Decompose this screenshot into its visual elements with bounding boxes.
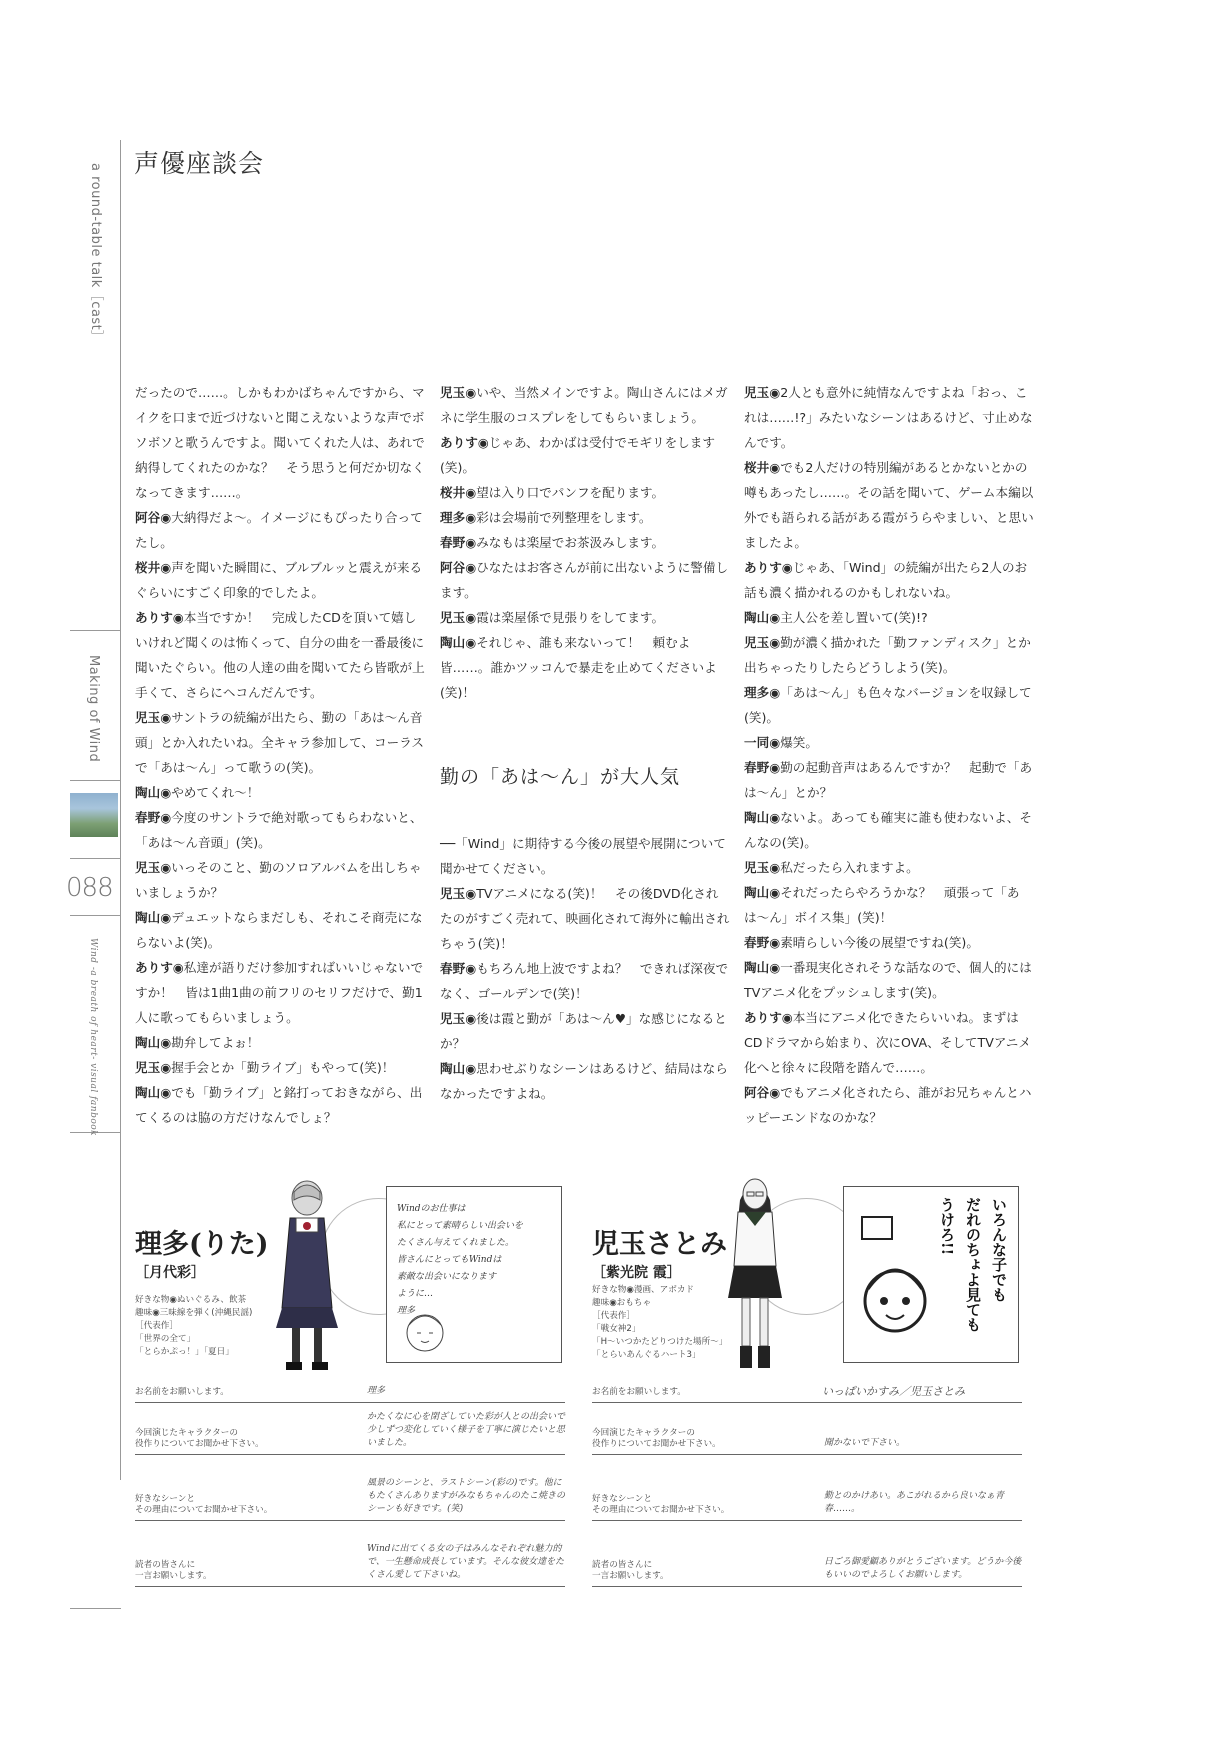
dialogue-text: 彩は会場前で列整理をします。: [476, 510, 652, 525]
qa-answer: いっぱいかすみ／児玉さとみ: [822, 1385, 965, 1398]
qa-row: [135, 1454, 565, 1521]
dialogue-text: でも「勤ライブ」と銘打っておきながら、出てくるのは脇の方だけなんでしょ？: [135, 1085, 423, 1125]
text-column-1: [135, 380, 425, 1130]
qa-answer: 理多: [367, 1386, 386, 1396]
dialogue-line: [440, 1006, 730, 1056]
profile-meta-line: ［代表作］: [135, 1321, 178, 1331]
qa-question: 読者の皆さんに 一言お願いします。: [592, 1560, 669, 1581]
dialogue-text: みなもは楽屋でお茶汲みします。: [476, 535, 665, 550]
profile-role-rita: ［月代彩］: [135, 1265, 205, 1281]
dialogue-line: [135, 1055, 425, 1080]
side-rule: [120, 140, 121, 1480]
speaker-marker: ◉: [465, 1011, 477, 1026]
dialogue-line: [135, 1030, 425, 1055]
speaker-name: 児玉: [135, 860, 161, 875]
side-tick: [70, 780, 121, 781]
side-label-mid: Making of Wind: [86, 655, 101, 763]
speaker-name: 児玉: [744, 635, 770, 650]
side-tick: [70, 630, 121, 631]
speaker-name: 一同: [744, 735, 770, 750]
dialogue-line: [440, 430, 730, 480]
speaker-name: 春野: [440, 961, 466, 976]
dialogue-text: 握手会とか「勤ライブ」もやって(笑)！: [171, 1060, 395, 1075]
dialogue-line: [744, 955, 1034, 1005]
dialogue-text: いっそのこと、勤のソロアルバムを出しちゃいましょうか？: [135, 860, 422, 900]
profile-name-kodama: 児玉さとみ: [592, 1229, 727, 1260]
speaker-name: 理多: [744, 685, 770, 700]
speaker-name: 陶山: [135, 785, 161, 800]
profile-role-kodama: ［紫光院 霞］: [592, 1265, 681, 1281]
side-tick: [70, 915, 121, 916]
dialogue-line: [135, 380, 425, 505]
qa-row: [592, 1402, 1022, 1455]
qa-answer: 日ごろ御愛顧ありがとうございます。どうか今後もいいのでよろしくお願いします。: [824, 1557, 1022, 1580]
speaker-name: 児玉: [440, 385, 466, 400]
qa-question: 今回演じたキャラクターの 役作りについてお聞かせ下さい。: [135, 1428, 264, 1449]
speaker-marker: ◉: [465, 560, 477, 575]
signature-line: だれのちょよ見ても: [964, 1197, 982, 1332]
speaker-name: 陶山: [744, 960, 770, 975]
page-title: 声優座談会: [134, 149, 265, 178]
qa-row: [135, 1520, 565, 1587]
dialogue-line: [744, 880, 1034, 930]
speaker-name: 児玉: [744, 385, 770, 400]
dialogue-text: TVアニメになる(笑)！ その後DVD化されたのがすごく売れて、映画化されて海外に輸出されちゃう(笑)！: [440, 886, 730, 951]
speaker-marker: ◉: [160, 1085, 172, 1100]
profile-meta-line: 「H〜いつかたどりつけた場所〜」: [592, 1337, 728, 1347]
signature-line: たくさん与えてくれました。: [397, 1238, 515, 1248]
speaker-marker: ◉: [769, 935, 781, 950]
qa-row: [592, 1380, 1022, 1403]
dialogue-line: [135, 505, 425, 555]
speaker-name: 児玉: [440, 1011, 466, 1026]
speaker-marker: ◉: [769, 735, 781, 750]
signature-line: 理多: [397, 1306, 416, 1316]
dialogue-line: [135, 605, 425, 705]
dialogue-line: [440, 530, 730, 555]
dialogue-line: [744, 455, 1034, 555]
signature-line: 皆さんにとってもWindは: [397, 1255, 502, 1265]
dialogue-line: [744, 1080, 1034, 1130]
speaker-name: 理多: [440, 510, 466, 525]
dialogue-line: [440, 480, 730, 505]
dialogue-text: 本当にアニメ化できたらいいね。まずはCDドラマから始まり、次にOVA、そしてTVアニメ化へと徐々に段階を踏んで……。: [744, 1010, 1031, 1075]
speaker-name: 児玉: [440, 886, 466, 901]
dialogue-text: じゃあ、「Wind」の続編が出たら2人のお話も濃く描かれるのかもしれないね。: [744, 560, 1028, 600]
signature-card-rita: [386, 1186, 562, 1363]
qa-question: 好きなシーンと その理由についてお聞かせ下さい。: [592, 1494, 730, 1515]
speaker-name: 桜井: [440, 485, 466, 500]
dialogue-text: 私だったら入れますよ。: [780, 860, 919, 875]
speaker-marker: ◉: [769, 385, 781, 400]
speaker-name: 春野: [744, 935, 770, 950]
qa-question: お名前をお願いします。: [592, 1387, 686, 1397]
dialogue-line: [135, 955, 425, 1030]
speaker-name: 児玉: [135, 1060, 161, 1075]
speaker-name: ありす: [135, 610, 173, 625]
dialogue-text: 爆笑。: [780, 735, 818, 750]
signature-line: Windのお仕事は: [397, 1204, 466, 1214]
speaker-marker: ◉: [465, 485, 477, 500]
dialogue-text: 「あは〜ん」も色々なバージョンを収録して(笑)。: [744, 685, 1032, 725]
signature-line: ように…: [397, 1289, 434, 1299]
chibi-sketch: [395, 1305, 455, 1355]
speaker-name: ありす: [440, 435, 478, 450]
speaker-marker: ◉: [465, 635, 477, 650]
dialogue-line: [440, 956, 730, 1006]
speaker-name: 桜井: [135, 560, 161, 575]
dialogue-line: [440, 555, 730, 605]
qa-answer: かたくなに心を閉ざしていた彩が人との出会いで少しずつ変化していく様子を丁寧に演じたいと思いました。: [367, 1412, 566, 1448]
qa-answer: 風景のシーンと、ラストシーン(彩の)です。他にもたくさんありますがみなもちゃんのたこ焼きのシーンも好きです。(笑): [367, 1478, 566, 1514]
speaker-marker: ◉: [465, 385, 477, 400]
qa-answer: 勤とのかけあい。あこがれるから良いなぁ青春……。: [824, 1491, 1005, 1514]
handwritten-message: [932, 1197, 1012, 1347]
speaker-marker: ◉: [160, 785, 172, 800]
speaker-marker: ◉: [465, 886, 477, 901]
speaker-name: 阿谷: [744, 1085, 770, 1100]
dialogue-line: [744, 630, 1034, 680]
chibi-sketch: [850, 1211, 940, 1351]
text-column-3: [744, 380, 1034, 1130]
side-label-bottom: Wind -a breath of heart- visual fanbook: [88, 938, 98, 1137]
dialogue-line: [744, 555, 1034, 605]
speaker-marker: ◉: [769, 810, 781, 825]
speaker-marker: ◉: [172, 610, 184, 625]
speaker-name: 陶山: [135, 1035, 161, 1050]
dialogue-text: 霞は楽屋係で見張りをしてます。: [476, 610, 665, 625]
profile-meta-kodama: [592, 1284, 752, 1362]
dialogue-text: それだったらやろうかな？ 頑張って「あは〜ん」ボイス集」(笑)！: [744, 885, 1020, 925]
profile-meta-line: 「世界の全て」: [135, 1334, 196, 1344]
dialogue-text: 主人公を差し置いて(笑)!?: [780, 610, 928, 625]
dialogue-line: [135, 780, 425, 805]
dialogue-text: いや、当然メインですよ。陶山さんにはメガネに学生服のコスプレをしてもらいましょう。: [440, 385, 728, 425]
dialogue-line: [135, 855, 425, 905]
speaker-marker: ◉: [769, 610, 781, 625]
speaker-name: 桜井: [744, 460, 770, 475]
profile-meta-line: ［代表作］: [592, 1311, 635, 1321]
profile-meta-line: 趣味◉おもちゃ: [592, 1298, 652, 1308]
dialogue-text: ひなたはお客さんが前に出ないように警備します。: [440, 560, 729, 600]
speaker-marker: ◉: [160, 560, 172, 575]
dialogue-line: [440, 630, 730, 705]
dialogue-text: 望は入り口でパンフを配ります。: [476, 485, 665, 500]
speaker-marker: ◉: [769, 1085, 781, 1100]
speaker-marker: ◉: [781, 1010, 793, 1025]
speaker-name: 児玉: [440, 610, 466, 625]
dialogue-line: [135, 555, 425, 605]
dialogue-line: [744, 930, 1034, 955]
speaker-name: 陶山: [744, 885, 770, 900]
speaker-marker: ◉: [769, 760, 781, 775]
dialogue-text: もちろん地上波ですよね？ できれば深夜でなく、ゴールデンで(笑)！: [440, 961, 729, 1001]
speaker-name: 春野: [744, 760, 770, 775]
speaker-name: 陶山: [440, 1061, 466, 1076]
side-tick: [70, 1608, 121, 1609]
profile-meta-line: 「戦女神2」: [592, 1324, 641, 1334]
dialogue-line: [440, 831, 730, 881]
speaker-marker: ◉: [160, 810, 172, 825]
profile-meta-line: 「とらかぷっ！」「夏日」: [135, 1347, 234, 1357]
speaker-name: 春野: [440, 535, 466, 550]
signature-line: 私にとって素晴らしい出会いを: [397, 1221, 523, 1231]
speaker-marker: ◉: [465, 610, 477, 625]
speaker-marker: ◉: [172, 960, 184, 975]
speaker-name: 陶山: [135, 910, 161, 925]
dialogue-text: それじゃ、誰も来ないって！ 頼むよ皆……。誰かツッコんで暴走を止めてくださいよ(笑)！: [440, 635, 717, 700]
dialogue-line: [744, 680, 1034, 730]
dialogue-line: [440, 505, 730, 530]
dialogue-text: 一番現実化されそうな話なので、個人的にはTVアニメ化をプッシュします(笑)。: [744, 960, 1032, 1000]
dialogue-text: 思わせぶりなシーンはあるけど、結局はならなかったですよね。: [440, 1061, 728, 1101]
qa-question: 読者の皆さんに 一言お願いします。: [135, 1560, 212, 1581]
dialogue-text: 素晴らしい今後の展望ですね(笑)。: [780, 935, 979, 950]
speaker-name: 陶山: [744, 810, 770, 825]
speaker-name: 陶山: [440, 635, 466, 650]
qa-answer: Windに出てくる女の子はみんなそれぞれ魅力的で、一生懸命成長しています。そんな彼女達をたくさん愛して下さいね。: [367, 1544, 565, 1580]
qa-question: 今回演じたキャラクターの 役作りについてお聞かせ下さい。: [592, 1428, 721, 1449]
dialogue-line: [744, 380, 1034, 455]
wind-thumbnail: [70, 793, 118, 837]
side-tick: [70, 858, 121, 859]
dialogue-text: 大納得だよ〜。イメージにもぴったり合ってたし。: [135, 510, 423, 550]
dialogue-text: ──「Wind」に期待する今後の展望や展開について聞かせてください。: [440, 836, 726, 876]
dialogue-text: 勤が濃く描かれた「勤ファンディスク」とか出ちゃったりしたらどうしよう(笑)。: [744, 635, 1031, 675]
profile-meta-line: 「とらいあんぐるハート3」: [592, 1350, 701, 1360]
dialogue-text: デュエットならまだしも、それこそ商売にならないよ(笑)。: [135, 910, 423, 950]
dialogue-line: [135, 1080, 425, 1130]
dialogue-line: [440, 1056, 730, 1106]
page-number: 088: [66, 873, 113, 903]
speaker-marker: ◉: [160, 510, 172, 525]
speaker-name: 阿谷: [135, 510, 161, 525]
speaker-marker: ◉: [769, 685, 781, 700]
speaker-name: ありす: [744, 560, 782, 575]
speaker-marker: ◉: [160, 1035, 172, 1050]
dialogue-text: ないよ。あっても確実に誰も使わないよ、そんなの(笑)。: [744, 810, 1032, 850]
dialogue-text: じゃあ、わかばは受付でモギリをします(笑)。: [440, 435, 715, 475]
dialogue-text: サントラの続編が出たら、勤の「あは〜ん音頭」とか入れたいね。全キャラ参加して、コーラスで「あは〜ん」って歌うの(笑)。: [135, 710, 425, 775]
qa-row: [135, 1402, 565, 1455]
dialogue-line: [135, 905, 425, 955]
speaker-marker: ◉: [465, 535, 477, 550]
profile-meta-line: 好きな物◉ぬいぐるみ、飲茶: [135, 1295, 247, 1305]
signature-line: 素敵な出会いになります: [397, 1272, 497, 1282]
speaker-name: 陶山: [135, 1085, 161, 1100]
speaker-name: 春野: [135, 810, 161, 825]
qa-answer: 聞かないで下さい。: [824, 1438, 906, 1448]
signature-card-kodama: [843, 1186, 1019, 1363]
dialogue-line: [135, 805, 425, 855]
speaker-marker: ◉: [769, 960, 781, 975]
qa-row: [592, 1454, 1022, 1521]
speaker-name: ありす: [135, 960, 173, 975]
profile-meta-rita: [135, 1294, 285, 1359]
profile-meta-line: 趣味◉三味線を弾く(沖縄民謡): [135, 1308, 253, 1318]
dialogue-text: 私達が語りだけ参加すればいいじゃないですか！ 皆は1曲1曲の前フリのセリフだけで、勤1人に歌ってもらいましょう。: [135, 960, 424, 1025]
speaker-name: ありす: [744, 1010, 782, 1025]
profile-name-rita: 理多(りた): [135, 1229, 269, 1260]
dialogue-text: 2人とも意外に純情なんですよね「おっ、これは……!?」みたいなシーンはあるけど、寸止めなんです。: [744, 385, 1033, 450]
speaker-marker: ◉: [465, 510, 477, 525]
text-column-2: [440, 380, 730, 1106]
dialogue-line: [744, 855, 1034, 880]
profile-meta-line: 好きな物◉漫画、アボカド: [592, 1285, 695, 1295]
speaker-marker: ◉: [160, 1060, 172, 1075]
speaker-marker: ◉: [160, 710, 172, 725]
qa-question: お名前をお願いします。: [135, 1387, 229, 1397]
handwritten-message: [397, 1201, 552, 1320]
qa-row: [135, 1380, 565, 1403]
dialogue-line: [744, 755, 1034, 805]
qa-question: 好きなシーンと その理由についてお聞かせ下さい。: [135, 1494, 273, 1515]
side-label-top: a round-table talk［cast］: [88, 163, 103, 344]
dialogue-text: でも2人だけの特別編があるとかないとかの噂もあったし……。その話を聞いて、ゲーム本編以外でも語られる話がある霞がうらやましい、と思いましたよ。: [744, 460, 1034, 550]
speaker-marker: ◉: [465, 1061, 477, 1076]
dialogue-line: [440, 605, 730, 630]
speaker-marker: ◉: [769, 860, 781, 875]
speaker-name: 児玉: [744, 860, 770, 875]
dialogue-line: [744, 805, 1034, 855]
speaker-name: 阿谷: [440, 560, 466, 575]
dialogue-text: 後は霞と勤が「あは〜ん♥」な感じになるとか？: [440, 1011, 727, 1051]
speaker-marker: ◉: [160, 860, 172, 875]
dialogue-line: [440, 881, 730, 956]
speaker-marker: ◉: [769, 635, 781, 650]
speaker-marker: ◉: [477, 435, 489, 450]
speaker-marker: ◉: [465, 961, 477, 976]
speaker-marker: ◉: [781, 560, 793, 575]
dialogue-text: 勘弁してよぉ！: [171, 1035, 260, 1050]
dialogue-line: [135, 705, 425, 780]
speaker-marker: ◉: [769, 885, 781, 900]
speaker-marker: ◉: [769, 460, 781, 475]
dialogue-line: [744, 1005, 1034, 1080]
dialogue-text: 今度のサントラで絶対歌ってもらわないと、「あは〜ん音頭」(笑)。: [135, 810, 423, 850]
qa-row: [592, 1520, 1022, 1587]
speaker-name: 陶山: [744, 610, 770, 625]
signature-line: うけろ!!: [938, 1197, 956, 1256]
dialogue-text: だったので……。しかもわかばちゃんですから、マイクを口まで近づけないと聞こえないような声でボソボソと歌うんですよ。聞いてくれた人は、あれで納得してくれたのかな？ そう思うと何だか切なくなってきます……。: [135, 385, 425, 500]
dialogue-text: でもアニメ化されたら、誰がお兄ちゃんとハッピーエンドなのかな？: [744, 1085, 1032, 1125]
dialogue-line: [744, 730, 1034, 755]
dialogue-line: [440, 380, 730, 430]
section-heading: 勤の「あは〜ん」が大人気: [440, 766, 681, 788]
dialogue-line: [744, 605, 1034, 630]
speaker-marker: ◉: [160, 910, 172, 925]
signature-line: いろんな子でも: [990, 1197, 1008, 1302]
dialogue-text: やめてくれ〜！: [171, 785, 260, 800]
dialogue-text: 勤の起動音声はあるんですか？ 起動で「あは〜ん」とか？: [744, 760, 1033, 800]
speaker-name: 児玉: [135, 710, 161, 725]
dialogue-text: 声を聞いた瞬間に、ブルブルッと震えが来るぐらいにすごく印象的でしたよ。: [135, 560, 423, 600]
dialogue-text: 本当ですか！ 完成したCDを頂いて嬉しいけれど聞くのは怖くって、自分の曲を一番最後に聞いたぐらい。他の人達の曲を聞いてたら皆歌が上手くて、さらにヘコんだんです。: [135, 610, 425, 700]
